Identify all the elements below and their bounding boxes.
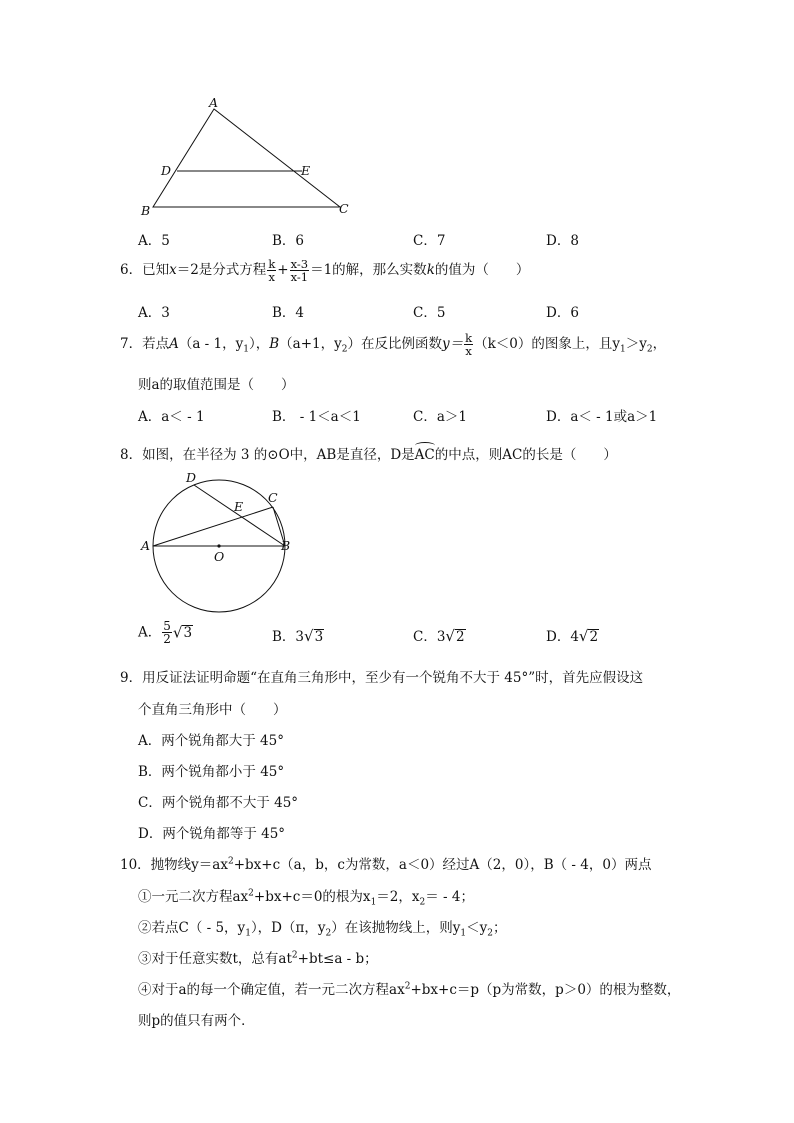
label-b: B (281, 538, 291, 553)
q7-line2: 则a的取值范围是（ ） (138, 377, 295, 393)
q7-option-d: D．a＜ - 1或a＞1 (546, 409, 658, 425)
q8-option-a: A． $\frac{5}{2}$ √3 (138, 619, 193, 646)
q8-option-d: D．4√2 (546, 627, 599, 645)
q9-line1: 9．用反证法证明命题“在直角三角形中，至少有一个锐角不大于 45°”时，首先应假设这 (120, 670, 644, 686)
q9-line2: 个直角三角形中（ ） (138, 702, 287, 718)
q9-option-a: A．两个锐角都大于 45° (138, 733, 284, 749)
q7-option-c: C．a＞1 (413, 409, 467, 425)
q10-statement-2: ②若点C（ - 5，$y_1$），D（π，$y_2$）在该抛物线上，则$y_1<y_2$； (138, 920, 507, 939)
q10-stem: 10．抛物线$y=ax^2+bx+c(a$，b，c为常数，a＜0）经过A（2，0），B（ - 4，0）两点 (120, 856, 652, 873)
q5-option-a: A．5 (138, 233, 170, 249)
q5-option-c: C．7 (413, 233, 446, 249)
q6-fraction-2: $\frac{x-3}{x-1}$ (290, 257, 309, 284)
circle-figure (136, 470, 306, 620)
q6-option-d: D．6 (546, 305, 579, 321)
q9-option-d: D．两个锐角都等于 45° (138, 826, 286, 842)
q6-option-a: A．3 (138, 305, 170, 321)
label-e: E (301, 163, 311, 178)
q6-fraction-1: $\frac{k}{x}$ (268, 257, 276, 284)
triangle-figure (135, 95, 365, 220)
q7-option-a: A．a＜ - 1 (138, 409, 205, 425)
label-d: D (161, 163, 172, 178)
q7-stem: 7．若点A（a - 1，$y_1$），B（a+1，$y_2$）在反比例函数y＝ $\frac{k}{x}$ （k＜0）的图象上，且$y_1>y_2$， (120, 331, 667, 358)
q10-statement-4-line2: 则p的值只有两个． (138, 1013, 255, 1029)
label-a: A (209, 95, 219, 110)
q10-statement-3: ③对于任意实数t，总有$at^2+bt\le a - b$； (138, 950, 378, 967)
q8-option-b: B．3√3 (272, 627, 324, 645)
q8-option-c: C．3√2 (413, 627, 465, 645)
q7-fraction: $\frac{k}{x}$ (465, 331, 473, 358)
q6-option-b: B．4 (272, 305, 305, 321)
q9-option-c: C．两个锐角都不大于 45° (138, 795, 299, 811)
q5-option-b: B．6 (272, 233, 305, 249)
arc-ac: AC (415, 444, 435, 463)
q9-option-b: B．两个锐角都小于 45° (138, 764, 285, 780)
label-a: A (141, 538, 151, 553)
label-d: D (186, 470, 197, 485)
q10-statement-1: ①一元二次方程$ax^2+bx+c=0$的根为$x_1=2$，$x_2= - 4$； (138, 888, 474, 908)
label-e: E (234, 499, 244, 514)
center-point (217, 544, 220, 547)
label-o: O (214, 549, 225, 564)
q8-stem: 8．如图，在半径为 3 的⊙O中，AB是直径，D是AC的中点，则AC的长是（ ） (120, 443, 617, 463)
label-c: C (339, 201, 349, 216)
label-c: C (268, 490, 278, 505)
segment-ac (153, 507, 273, 546)
triangle-abc (153, 109, 340, 207)
q10-statement-4: ④对于a的每一个确定值，若一元二次方程$ax^2+bx+c=p(p$为常数，p＞0）的根为整数， (138, 981, 681, 998)
q6-option-c: C．5 (413, 305, 446, 321)
q7-option-b: B． - 1＜a＜1 (272, 409, 361, 425)
q6-stem: 6．已知x＝2是分式方程 $\frac{k}{x}$ + $\frac{x-3}{x-1}$ ＝1的解，那么实数k的值为（ ） (120, 257, 530, 284)
q5-option-d: D．8 (546, 233, 579, 249)
label-b: B (141, 203, 151, 218)
